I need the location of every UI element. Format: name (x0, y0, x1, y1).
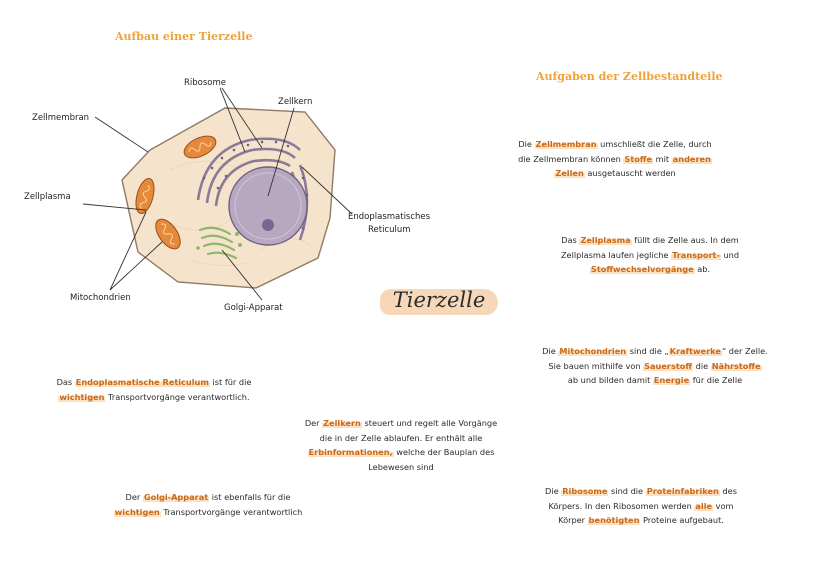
functions-heading: Aufgaben der Zellbestandteile (536, 70, 723, 83)
nucleolus (262, 219, 274, 231)
highlighted-term: Endoplasmatische Reticulum (75, 377, 209, 387)
text-ribosome (522, 484, 760, 528)
highlighted-term: Golgi-Apparat (143, 492, 209, 502)
text-fragment: “ der Zelle. (721, 346, 768, 356)
text-fragment: mit (653, 153, 672, 164)
text-fragment (26, 375, 282, 390)
highlighted-term: wichtigen (59, 391, 105, 402)
label-er-line1: Endoplasmatisches (348, 212, 431, 222)
text-zellplasma (534, 233, 766, 277)
text-fragment: Körpers. In den Ribosomen werden (548, 500, 695, 511)
text-er (26, 375, 282, 404)
highlighted-term: Kraftwerke (669, 346, 721, 356)
text-fragment (522, 373, 788, 388)
highlighted-term: Stoffwechselvorgänge (590, 264, 694, 274)
highlighted-term: benötigten (588, 515, 640, 525)
text-fragment: ab und bilden damit (567, 375, 653, 385)
text-fragment: Das (561, 235, 580, 245)
text-fragment: Körper (558, 515, 588, 525)
text-fragment (522, 344, 788, 359)
highlighted-term: Sauerstoff (644, 360, 693, 371)
highlighted-term: Stoffe (624, 153, 653, 164)
text-fragment (522, 499, 760, 514)
text-fragment (278, 445, 524, 460)
text-fragment: des (719, 486, 737, 496)
text-fragment: ab. (694, 264, 711, 274)
text-zellmembran (494, 137, 736, 181)
text-fragment (88, 505, 328, 520)
label-zellplasma: Zellplasma (24, 192, 71, 202)
text-mitochondrien (522, 344, 788, 388)
highlighted-term: anderen (672, 153, 711, 164)
text-fragment: Sie bauen mithilfe von (548, 360, 644, 371)
text-fragment: und (720, 249, 740, 260)
text-fragment: Die (542, 346, 559, 356)
highlighted-term: wichtigen (114, 506, 160, 517)
text-fragment (534, 262, 766, 277)
highlighted-term: Transport- (672, 249, 720, 260)
highlighted-term: Zellplasma (580, 235, 631, 245)
text-fragment: Transportvorgänge verantwortlich. (105, 391, 250, 402)
text-fragment (494, 166, 736, 181)
text-fragment: füllt die Zelle aus. In dem (631, 235, 739, 245)
text-fragment: vom (713, 500, 734, 511)
label-zellkern: Zellkern (278, 97, 313, 107)
text-fragment (88, 490, 328, 505)
highlighted-term: Ribosome (562, 486, 608, 496)
text-fragment: Zellplasma laufen jegliche (560, 249, 672, 260)
text-fragment: Das (56, 377, 75, 387)
text-fragment: Die (545, 486, 562, 496)
label-mitochondrien: Mitochondrien (70, 293, 131, 303)
highlighted-term: Zellmembran (535, 139, 597, 149)
text-fragment (522, 513, 760, 528)
highlighted-term: alle (695, 500, 713, 511)
highlighted-term: Nährstoffe (711, 360, 761, 371)
label-ribosome: Ribosome (184, 78, 227, 88)
text-fragment (522, 484, 760, 499)
text-fragment: die Zellmembran können (518, 153, 624, 164)
highlighted-term: Zellen (555, 168, 584, 178)
text-fragment (522, 359, 788, 374)
text-fragment (494, 137, 736, 152)
highlighted-term: Zellkern (323, 418, 361, 428)
label-golgi: Golgi-Apparat (224, 303, 283, 313)
nucleus (229, 167, 307, 245)
text-fragment: ist für die (209, 377, 252, 387)
text-fragment: Transportvorgänge verantwortlich (160, 506, 303, 517)
text-fragment: sind die „ (627, 346, 669, 356)
diagram-heading: Aufbau einer Tierzelle (115, 30, 253, 43)
text-fragment: Die (518, 139, 535, 149)
label-zellmembran: Zellmembran (32, 113, 90, 123)
text-fragment: Proteine aufgebaut. (640, 515, 724, 525)
center-title-text: Tierzelle (392, 288, 486, 312)
text-fragment: Lebewesen sind (368, 461, 434, 472)
text-fragment: Der (125, 492, 143, 502)
text-fragment (278, 416, 524, 431)
highlighted-term: Energie (653, 375, 690, 385)
text-fragment: die in der Zelle ablaufen. Er enthält alle (319, 432, 483, 443)
text-fragment: steuert und regelt alle Vorgänge (361, 418, 498, 428)
text-fragment: für die Zelle (690, 375, 743, 385)
text-zellkern (278, 416, 524, 474)
text-fragment (534, 248, 766, 263)
highlighted-term: Erbinformationen, (308, 447, 393, 457)
text-fragment (494, 152, 736, 167)
text-fragment: ausgetauscht werden (584, 168, 676, 178)
text-fragment: sind die (608, 486, 646, 496)
text-fragment (534, 233, 766, 248)
text-fragment: welche der Bauplan des (393, 447, 495, 457)
text-fragment: Der (304, 418, 323, 428)
label-er-line2: Reticulum (368, 225, 411, 235)
text-fragment: die (693, 360, 711, 371)
text-fragment: umschließt die Zelle, durch (597, 139, 712, 149)
text-golgi (88, 490, 328, 519)
center-title (380, 287, 498, 317)
highlighted-term: Mitochondrien (559, 346, 627, 356)
text-fragment: ist ebenfalls für die (209, 492, 291, 502)
text-fragment (26, 390, 282, 405)
highlighted-term: Proteinfabriken (646, 486, 719, 496)
